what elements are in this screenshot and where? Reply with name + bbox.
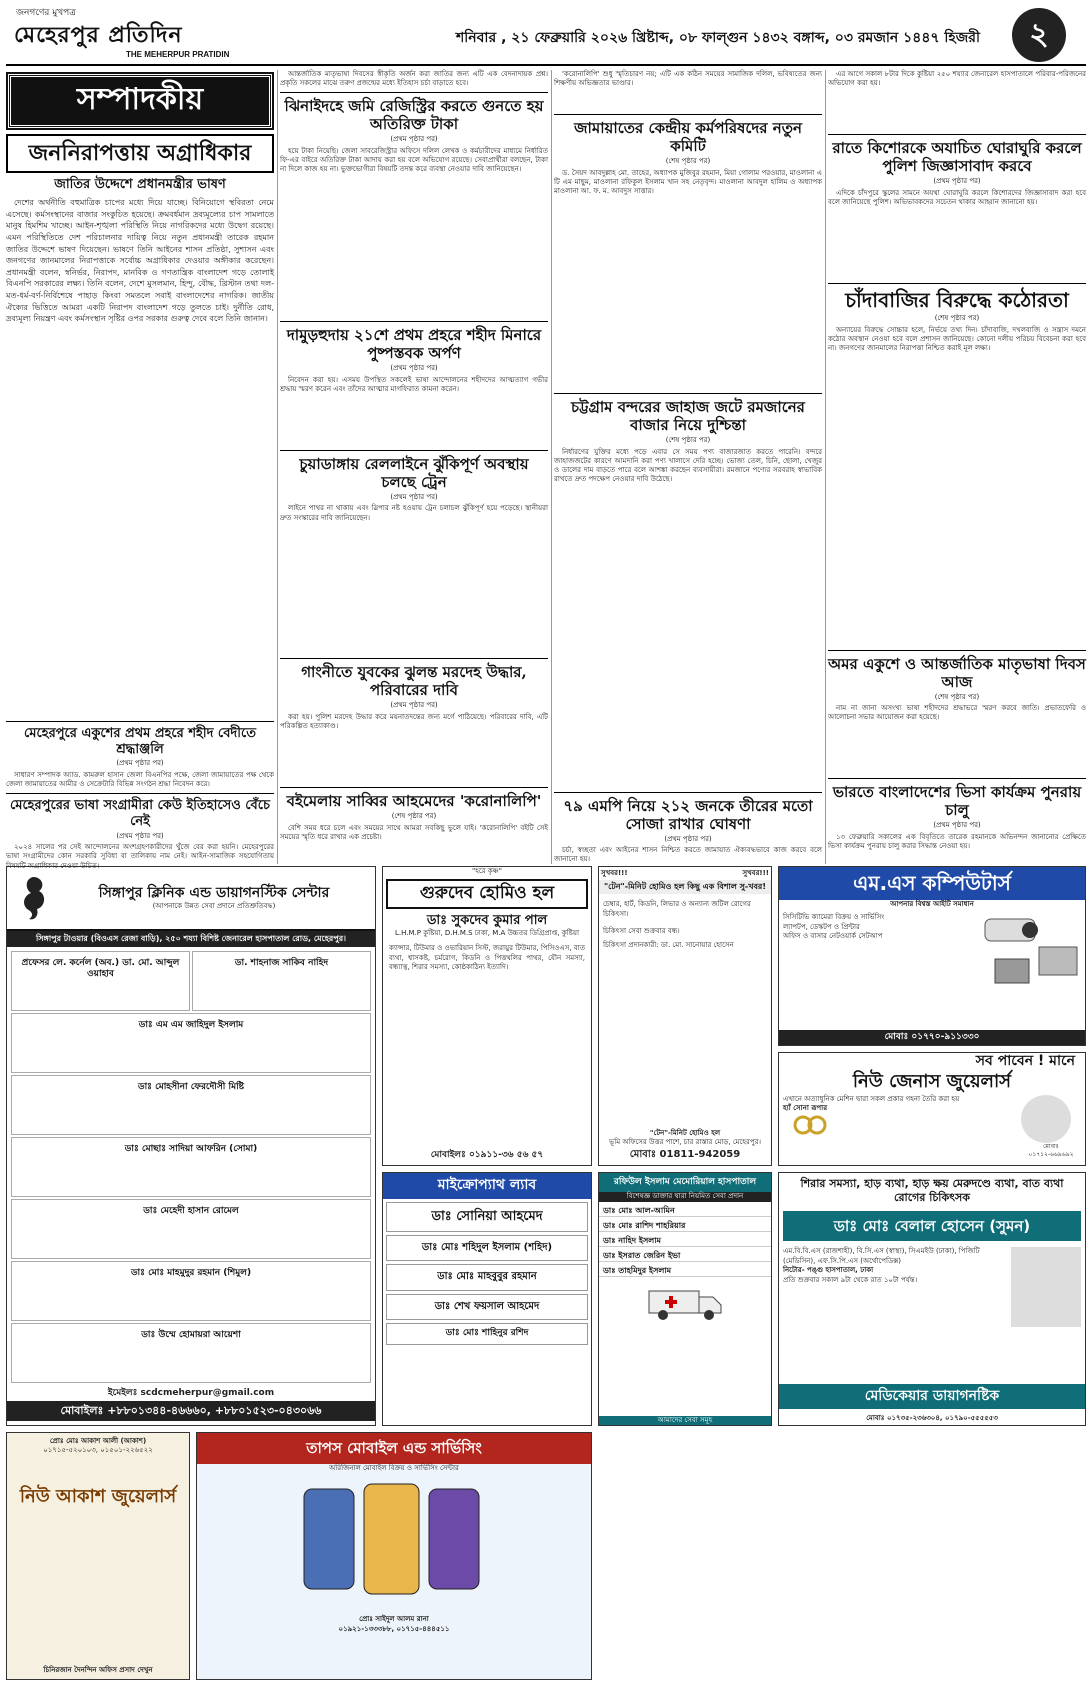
computers-phone: মোবাঃ ০১৭৭০-৯১১৩৩০ bbox=[779, 1030, 1085, 1045]
akash-owner: চিনিরজান দৈনন্দিন অফিস প্রসাদ দেখুন bbox=[43, 1665, 153, 1674]
story-continuation: (শেষ পৃষ্ঠার পর) bbox=[934, 692, 980, 701]
jewellers-line: হ্যাঁ সোনা রূপার bbox=[783, 1104, 828, 1113]
story-headline: বইমেলায় সাব্বির আহমেদের 'করোনালিপি' bbox=[286, 792, 542, 811]
computers-service: অফিস ও বাসার নেটওয়ার্ক সেটআপ bbox=[783, 932, 883, 941]
doctor-card bbox=[11, 1261, 371, 1321]
story-text: অন্যায়ের বিরুদ্ধে সোচ্চার হলে, নির্ভয়ে তথ্য দিন। চাঁদাবাজি, দখলবাজি ও সন্ত্রাস দমনে কঠোর অবস্থান নেওয়া হবে বলে প্রশাসন জানিয়েছে। কোনো দলীয় পরিচয় বিবেচনা করা হবে না। জনগণের জানমালের নিরাপত্তা নিশ্চিত করাই মূল লক্ষ্য। bbox=[828, 325, 1086, 352]
story-headline: রাতে কিশোরকে অযাচিত ঘোরাঘুরি করলে পুলিশ জিজ্ঞাসাবাদ করবে bbox=[832, 139, 1082, 175]
doctor-name: ডাঃ মোছাঃ সাদিয়া আফরিন (সোমা) bbox=[124, 1144, 258, 1154]
specialist-qualification: এম.বি.বি.এস (রাজশাহী), বি.সি.এস (স্বাস্থ্য), সিএমইউ (ঢাকা), পিজিটি (মেডিসিন), এফ.সি.পি.এস (অর্থোপেডিক্স) bbox=[783, 1247, 980, 1265]
story-text: ড. সৈয়দ আবদুল্লাহ মো. তাহের, অধ্যাপক মুজিবুর রহমান, মিয়া গোলাম পরওয়ার, মাওলানা এ টি এম মাছুম, মাওলানা রফিকুল ইসলাম খান সহ নেতৃবৃন্দ। মাওলানা আবদুল হালিম ও অধ্যাপক মাওলানা আ. ফ. ম. আবদুস সাত্তার। bbox=[554, 168, 822, 195]
bulletin-footer-name: "টেন"-মিনিট হোমিও হল bbox=[649, 1128, 721, 1137]
specialist-time: প্রতি শুক্রবার সকাল ৯টা থেকে রাত ১০টা পর্যন্ত। bbox=[783, 1275, 918, 1284]
hospital-ad bbox=[598, 1172, 772, 1426]
computers-service: ল্যাপটপ, ডেস্কটপ ও প্রিন্টার bbox=[783, 922, 860, 931]
micropath-lab-ad bbox=[382, 1172, 592, 1426]
mobile-shop-subtitle: অরিজিনাল মোবাইল বিক্রয় ও সার্ভিসিং সেন্টার bbox=[329, 1463, 459, 1472]
page-number-badge: ২ bbox=[1012, 8, 1066, 62]
smartphones-icon bbox=[294, 1479, 494, 1609]
editorial-subhead: জাতির উদ্দেশে প্রধানমন্ত্রীর ভাষণ bbox=[54, 177, 226, 192]
akash-owner-top: প্রোঃ মোঃ আকাশ আলী (আকাশ) bbox=[49, 1437, 147, 1445]
column-editorial bbox=[6, 70, 274, 870]
news-badge: সুখবর!!! bbox=[601, 869, 628, 877]
jewellers-top: সব পাবেন ! মানে bbox=[975, 1053, 1075, 1069]
story-text: চর্চা, স্বচ্ছতা এবং আইনের শাসন নিশ্চিত করতে জামায়াত ঐক্যবদ্ধভাবে কাজ করবে বলে জানানো হয়। bbox=[554, 846, 822, 864]
story-text: ২০২৪ সালের পর সেই আন্দোলনের অংশগ্রহণকারীদের খুঁজে বের করা হয়নি। মেহেরপুরের ভাষা সংগ্রামীদের কোন সরকারি সুবিধা বা তালিকায় নাম নেই। আইন-সামাজিক সহযোগিতায় বিষয়টি অগ্রাধিকার দেওয়া উচিত। bbox=[6, 843, 274, 870]
jewellers-title: নিউ জেনাস জুয়েলার্স bbox=[852, 1070, 1012, 1092]
homeo-top: "হরে কৃষ্ণ" bbox=[472, 867, 502, 875]
doctor-card bbox=[192, 951, 371, 1011]
homeo-services: ক্যান্সার, টিউমার ও ওভারিয়ান সিস্ট, জরায়ুর টিউমার, পিসিওএস, বাত ব্যথা, শ্বাসকষ্ট, চর্মরোগ, কিডনি ও পিত্তথলির পাথর, যৌন সমস্যা, বন্ধ্যাত্ব, শিরার সমস্যা, কোষ্ঠকাঠিন্য ইত্যাদি। bbox=[389, 944, 585, 972]
clinic-phone: মোবাইলঃ +৮৮০১৩৪৪-৪৬৬৬০, +৮৮০১৫২৩-০৪৩০৬৬ bbox=[7, 1401, 375, 1421]
story-headline: চাঁদাবাজির বিরুদ্ধে কঠোরতা bbox=[845, 287, 1069, 312]
editorial-body bbox=[6, 197, 274, 717]
clinic-ad bbox=[6, 866, 376, 1426]
story-continuation: (শেষ পৃষ্ঠার পর) bbox=[934, 313, 980, 322]
specialist-doctor-ad bbox=[778, 1172, 1086, 1426]
hospital-subtitle: বিশেষজ্ঞ ডাক্তার দ্বারা নিয়মিত সেবা প্রদান bbox=[599, 1192, 771, 1201]
akash-title: নিউ আকাশ জুয়েলার্স bbox=[19, 1485, 177, 1507]
story-continuation: (প্রথম পৃষ্ঠার পর) bbox=[116, 759, 164, 768]
story-text: নিবেদন করা হয়। এসময় উপস্থিত সকলেই ভাষা আন্দোলনের শহীদদের আত্মত্যাগ গভীর শ্রদ্ধায় স্মরণ করেন এবং তাঁদের আত্মার মাগফিরাত কামনা করেন। bbox=[280, 375, 548, 393]
doctor-photo bbox=[1011, 1247, 1081, 1327]
doctor-name: ডাঃ তাহমিদুর ইসলাম bbox=[599, 1266, 771, 1277]
doctor-card bbox=[11, 951, 190, 1011]
jewellers-ad bbox=[778, 1052, 1086, 1166]
bulletin-line: চিকিৎসা সেবা শুক্রবার বন্ধ। bbox=[603, 927, 680, 936]
newspaper-name: মেহেরপুর প্রতিদিন bbox=[14, 22, 183, 48]
news-columns bbox=[6, 70, 1086, 870]
clinic-title: সিঙ্গাপুর ক্লিনিক এন্ড ডায়াগনস্টিক সেন্টার bbox=[98, 884, 330, 901]
editorial-headline: জননিরাপত্তায় অগ্রাধিকার bbox=[6, 134, 274, 174]
editorial-banner: সম্পাদকীয় bbox=[8, 74, 272, 128]
story-continuation: (প্রথম পৃষ্ঠার পর) bbox=[933, 821, 981, 830]
doctor-name: ডাঃ নাহিদ ইসলাম bbox=[599, 1236, 771, 1247]
story-continuation: (প্রথম পৃষ্ঠার পর) bbox=[390, 363, 438, 372]
doctor-name: ডাঃ সোনিয়া আহমেদ bbox=[386, 1202, 588, 1232]
story-text: ১৩ ফেব্রুয়ারি সকালের এক বিবৃতিতে তারেক রহমানকে অভিনন্দন জানানোর প্রেক্ষিতে ভিসা কার্যক্রম পুনরায় চালু করার সিদ্ধান্ত নেওয়া হয়। bbox=[828, 833, 1086, 851]
doctor-name: ডাঃ মোঃ রাশিদ শাহরিয়ার bbox=[599, 1221, 771, 1232]
doctor-card bbox=[11, 1013, 371, 1073]
story-text: নাম না জানা অসংখ্য ভাষা শহীদদের শ্রদ্ধাভরে স্মরণ করবে জাতি। প্রভাতফেরি ও আলোচনা সভার আয়োজন করা হয়েছে। bbox=[828, 704, 1086, 722]
story-text: 'করোনালিপি' শুধু স্মৃতিচারণ নয়; এটি এক কঠিন সময়ের সামাজিক দলিল, ভবিষ্যতের জন্য শিক্ষণীয় অভিজ্ঞতার ভাণ্ডার। bbox=[554, 70, 822, 88]
doctor-card bbox=[11, 1199, 371, 1259]
story-continuation: (প্রথম পৃষ্ঠার পর) bbox=[390, 135, 438, 144]
jewellers-line: এখানে অত্যাধুনিক মেশিন দ্বারা সকল প্রকার গহনা তৈরি করা হয় bbox=[783, 1095, 960, 1103]
bulletin-line: চিকিৎসা প্রদানকারী: ডা. মো. সানোয়ার হোসেন bbox=[603, 940, 734, 949]
story-continuation: (শেষ পৃষ্ঠার পর) bbox=[665, 435, 711, 444]
doctor-name: ডাঃ মোঃ মাহবুবুর রহমান bbox=[386, 1264, 588, 1291]
newspaper-english-name: THE MEHERPUR PRATIDIN bbox=[126, 50, 230, 59]
story-headline: জামায়াতের কেন্দ্রীয় কর্মপরিষদের নতুন কমিটি bbox=[574, 119, 802, 155]
lab-title: মাইক্রোপ্যাথ ল্যাব bbox=[383, 1173, 591, 1199]
bulletin-address: ভূমি অফিসের উত্তর পাশে, চার রাস্তার মোড়, মেহেরপুর। bbox=[608, 1138, 762, 1147]
editorial-text: দেশের অর্থনীতি বহুমাত্রিক চাপের মধ্যে দিয়ে যাচ্ছে। বিনিয়োগে স্থবিরতা নেমে এসেছে। কর্মসংস্থানের বাজার সংকুচিত হয়েছে। ক্রমবর্ধমান দ্রব্যমূল্যের চাপ সামলাতে মানুষ হিমশিম খাচ্ছে। আইন-শৃঙ্খলা পরিস্থিতি নিয়ে নাগরিকদের মধ্যে উদ্বেগ রয়েছে। এমন পরিস্থিতিতে দেশ পরিচালনার দায়িত্ব নিয়ে নতুন প্রধানমন্ত্রী তারেক রহমান জাতির উদ্দেশে ভাষণ দিয়েছেন। ভাষণে তিনি আইনের শাসন প্রতিষ্ঠা, সুশাসন এবং জনগণের জানমালের নিরাপত্তাকে সর্বোচ্চ অগ্রাধিকার দেওয়ার অঙ্গীকার করেছেন। প্রধানমন্ত্রী বলেন, স্বনির্ভর, নিরাপদ, মানবিক ও গণতান্ত্রিক বাংলাদেশ গড়ে তোলাই বিএনপি সরকারের লক্ষ্য। তিনি বলেন, দেশে মুসলমান, হিন্দু, বৌদ্ধ, খ্রিস্টান তথা দল-মত-ধর্ম-বর্ণ-নির্বিশেষে পাহাড় কিংবা সমতলে সবাই বাংলাদেশের নাগরিক। জাতীয় ঐক্যের ভিত্তিতে আমরা একটি নিরাপদ বাংলাদেশ গড়ে তুলতে চাই। দুর্নীতি রোধ, দ্রব্যমূল্য নিয়ন্ত্রণ এবং কর্মসংস্থান সৃষ্টির ওপর সরকার গুরুত্ব দেবে বলে তিনি জানান। bbox=[6, 198, 274, 324]
story-headline: দামুড়হুদায় ২১শে প্রথম প্রহরে শহীদ মিনারে পুষ্পস্তবক অর্পণ bbox=[286, 325, 542, 362]
doctor-name: ডাঃ এম এম জাহিদুল ইসলাম bbox=[138, 1020, 244, 1030]
column-3 bbox=[554, 70, 822, 864]
homeo-doctor: ডাঃ সুকদেব কুমার পাল bbox=[426, 912, 548, 928]
bulletin-phone: মোবাঃ 01811-942059 bbox=[629, 1148, 741, 1160]
doctor-name: ডাঃ মেহেদী হাসান রোমেল bbox=[143, 1206, 239, 1216]
news-badge: সুখবর!!! bbox=[742, 869, 769, 877]
doctor-name: ডাঃ শেখ ফয়সাল আহমেদ bbox=[386, 1294, 588, 1321]
computers-service: সিসিটিভি ক্যামেরা বিক্রয় ও সার্ভিসিং bbox=[783, 913, 885, 922]
story-text: করা হয়। পুলিশ মরদেহ উদ্ধার করে ময়নাতদন্তের জন্য মর্গে পাঠিয়েছে। পরিবারের দাবি, এটি পরিকল্পিত হত্যাকাণ্ড। bbox=[280, 713, 548, 731]
doctor-card bbox=[11, 1323, 371, 1383]
doctor-name: ডাঃ ইসরাত জেরিন ইভা bbox=[599, 1251, 771, 1262]
doctor-card bbox=[11, 1075, 371, 1135]
story-headline: ভারতে বাংলাদেশের ভিসা কার্যক্রম পুনরায় চালু bbox=[832, 783, 1082, 820]
clinic-tagline: (আপনাকে উন্নত সেবা প্রদানে প্রতিশ্রুতিবদ্ধ) bbox=[152, 902, 276, 911]
story-continuation: (প্রথম পৃষ্ঠার পর) bbox=[116, 831, 164, 840]
akash-jewellers-ad bbox=[6, 1432, 190, 1680]
story-text: আন্তর্জাতিক মাতৃভাষা দিবসের স্বীকৃতি অর্জন করা জাতির জন্য এটি এক বেদনাদায়ক প্রশ্ন। প্রকৃতি সকলের মাঝে তরুণ প্রজন্মের মধ্যে ইতিহাস চর্চা বাড়াতে হবে। bbox=[280, 70, 548, 88]
doctor-name: প্রফেসর লে. কর্নেল (অব.) ডা. মো. আব্দুল ওয়াহাব bbox=[21, 958, 180, 980]
specialist-phone: মোবাঃ ০১৭৩৫-২৩৬৩০৪, ০১৭৯০-৫৫৫৫৫৩ bbox=[866, 1413, 998, 1422]
hospital-footer: আমাদের সেবা সমূহ bbox=[599, 1416, 771, 1425]
specialist-doctor-name: ডাঃ মোঃ বেলাল হোসেন (সুমন) bbox=[783, 1211, 1081, 1242]
masthead-logo-block bbox=[6, 6, 306, 64]
doctor-card bbox=[11, 1137, 371, 1197]
doctor-name: ডাঃ মোঃ মাহমুদুর রহমান (শিমুল) bbox=[130, 1268, 252, 1278]
akash-phone: ০১৭১৫-৫২০১০৩, ০১৫০১-২২৬৫২২ bbox=[43, 1446, 153, 1455]
clinic-email: ইমেইলঃ scdcmeherpur@gmail.com bbox=[107, 1388, 275, 1398]
hospital-title: রফিউল ইসলাম মেমোরিয়াল হাসপাতাল bbox=[599, 1173, 771, 1192]
story-headline: চুয়াডাঙ্গায় রেললাইনে ঝুঁকিপূর্ণ অবস্থায় চলছে ট্রেন bbox=[299, 454, 529, 491]
issue-date: শনিবার , ২১ ফেব্রুয়ারি ২০২৬ খ্রিষ্টাব্দ, ০৮ ফাল্গুন ১৪৩২ বঙ্গাব্দ, ০৩ রমজান ১৪৪৭ হিজরী bbox=[456, 30, 980, 46]
bulletin-line: চেম্বার, হার্ট, কিডনি, লিভার ও অন্যান্য জটিল রোগের চিকিৎসা। bbox=[603, 900, 751, 918]
story-text: লাইনে পাথর না থাকায় এবং স্লিপার নষ্ট হওয়ায় ট্রেন চলাচল ঝুঁকিপূর্ণ হয়ে পড়েছে। স্থানীয়রা দ্রুত সংস্কারের দাবি জানিয়েছেন। bbox=[280, 504, 548, 522]
story-text: বেশি সময় ধরে চলে এবং সময়ের সাথে আমরা সবকিছু ভুলে যাই। 'করোনালিপি' বইটি সেই সময়ের স্মৃতি ধরে রাখার এক প্রচেষ্টা। bbox=[280, 823, 548, 842]
story-continuation: (প্রথম পৃষ্ঠার পর) bbox=[390, 701, 438, 710]
cctv-camera-icon bbox=[975, 909, 1085, 999]
story-text: হয়ে টাকা নিয়েছি। জেলা সাবরেজিস্ট্রার অফিসে দলিল লেখক ও কর্মচারীদের মাধ্যমে নির্ধারিত ফি-এর বাইরে অতিরিক্ত টাকা আদায় করা হয় বলে অভিযোগ রয়েছে। সেবাপ্রার্থীরা বলছেন, টাকা না দিলে কাজ হয় না। ভুক্তভোগীরা বিষয়টি তদন্ত করে ব্যবস্থা নেওয়ার দাবি জানিয়েছেন। bbox=[280, 146, 548, 174]
bulletin-title: "টেন"-মিনিট হোমিও হল কিছু এক বিশাল সু-খবর! bbox=[599, 880, 771, 894]
ambulance-icon bbox=[645, 1283, 725, 1323]
story-headline: মেহেরপুরে একুশের প্রথম প্রহরে শহীদ বেদীতে শ্রদ্ধাঞ্জলি bbox=[24, 726, 256, 757]
story-headline: অমর একুশে ও আন্তর্জাতিক মাতৃভাষা দিবস আজ bbox=[828, 654, 1086, 691]
computers-ad bbox=[778, 866, 1086, 1046]
story-text: সাধারণ সম্পাদক অ্যাড. কামরুল হাসান জেলা বিএনপির পক্ষে, জেলা জামায়াতের পক্ষ থেকে জেলা জামায়াতের আমীর ও সেক্রেটারি বিভিন্ন সংগঠন শ্রদ্ধা নিবেদন করে। bbox=[6, 771, 274, 789]
story-headline: চট্টগ্রাম বন্দরের জাহাজ জটে রমজানের বাজার নিয়ে দুশ্চিন্তা bbox=[571, 397, 805, 434]
ten-minute-homeo-ad bbox=[598, 866, 772, 1166]
doctor-name: ডাঃ মোঃ আল-আমিন bbox=[599, 1206, 771, 1217]
masthead-tagline: জনগণের মুখপত্র bbox=[16, 8, 76, 18]
computers-title: এম.এস কম্পিউটার্স bbox=[779, 867, 1085, 900]
mobile-shop-title: তাপস মোবাইল এন্ড সার্ভিসিং bbox=[197, 1433, 591, 1464]
computers-tagline: আপনার বিশ্বস্ত আইটি সমাধান bbox=[890, 900, 974, 908]
homeo-qualification: L.H.M.P কুষ্টিয়া, D.H.M.S ঢাকা, M.A উচ্চতর ডিগ্রিপ্রাপ্ত, কুষ্টিয়া bbox=[395, 928, 579, 937]
advertisement-area bbox=[6, 866, 1086, 1680]
clinic-address: সিঙ্গাপুর টাওয়ার (বিওএস রেজা বাড়ি), ২৫০ শয্যা বিশিষ্ট জেনারেল হাসপাতাল রোড, মেহেরপুর। bbox=[7, 931, 375, 947]
story-headline: মেহেরপুরের ভাষা সংগ্রামীরা কেউ ইতিহাসেও বেঁচে নেই bbox=[9, 798, 271, 829]
doctor-name: ডাঃ মোঃ শাহিনুর রশিদ bbox=[386, 1323, 588, 1344]
doctor-name: ডাঃ উম্মে হোমায়রা আয়েশা bbox=[141, 1330, 241, 1340]
specialist-topline: শিরার সমস্যা, হাড় ব্যথা, হাড় ক্ষয় মেরুদণ্ডে ব্যথা, বাত ব্যথা রোগের চিকিৎসক bbox=[800, 1177, 1064, 1204]
mobile-shop-phone: ০১৯২১-১৩৩৩৮৮, ০১৭১৫-৪৪৪৫১১ bbox=[338, 1624, 450, 1633]
story-headline: গাংনীতে যুবকের ঝুলন্ত মরদেহ উদ্ধার, পরিবারের দাবি bbox=[301, 663, 527, 700]
masthead bbox=[6, 4, 1086, 66]
doctor-name: ডাঃ মোহসীনা ফেরদৌসী মিষ্টি bbox=[137, 1082, 245, 1092]
story-continuation: (শেষ পৃষ্ঠার পর) bbox=[391, 812, 437, 821]
homeo-title: গুরুদেব হোমিও হল bbox=[386, 879, 588, 908]
seahorse-logo-icon bbox=[13, 873, 53, 923]
story-headline: ৭৯ এমপি নিয়ে ২১২ জনকে তীরের মতো সোজা রাখার ঘোষণা bbox=[563, 796, 813, 833]
diagnostic-center-name: মেডিকেয়ার ডায়াগনষ্টিক bbox=[779, 1384, 1085, 1410]
story-text: নির্ধারণের যুক্তির মধ্যে পড়ে এবার সে সময় পণ্য বাজারজাত করতে পারেনি। বন্দরে জাহাজজটের কারণে আমদানি করা পণ্য খালাসে দেরি হচ্ছে। ভোজ্য তেল, চিনি, ছোলা, খেজুর ও ডালের দাম বাড়তে পারে বলে আশঙ্কা করছেন ব্যবসায়ীরা। রমজানে পণ্যের সরবরাহ স্বাভাবিক রাখতে দ্রুত পদক্ষেপ নেওয়ার দাবি উঠেছে। bbox=[554, 447, 822, 483]
story-text: এদিকে চাঁদপুরে স্কুলের সামনে অযথা ঘোরাঘুরি করলে কিশোরদের জিজ্ঞাসাবাদ করা হবে বলে জানিয়েছে পুলিশ। অভিভাবকদের সচেতন থাকার আহ্বান জানানো হয়। bbox=[828, 188, 1086, 206]
story-continuation: (প্রথম পৃষ্ঠার পর) bbox=[664, 834, 712, 843]
story-headline: ঝিনাইদহে জমি রেজিস্ট্রির করতে গুনতে হয় অতিরিক্ত টাকা bbox=[284, 97, 544, 134]
column-4 bbox=[828, 70, 1086, 864]
story-continuation: (শেষ পৃষ্ঠার পর) bbox=[665, 157, 711, 165]
mobile-servicing-ad bbox=[196, 1432, 592, 1680]
jewellers-phone: মোবাঃ ০১৭১২-৬৬৯৬৯২ bbox=[1028, 1143, 1074, 1159]
doctor-name: ডা. শাহনাজ সাকিব নাহিদ bbox=[234, 958, 329, 968]
homeo-phone: মোবাইলঃ ০১৯১১-৩৬ ৫৬ ৫৭ bbox=[430, 1149, 544, 1160]
story-text: এর আগে সকাল ৮টার দিকে কুষ্টিয়া ২৫০ শয্যার জেনারেল হাসপাতালে পরিবার-পরিজনের অভিযোগ করা হয়। bbox=[828, 70, 1086, 88]
column-2 bbox=[280, 70, 548, 864]
specialist-workplace: নিটোর- পঙ্গু হাসপাতাল, ঢাকা bbox=[783, 1266, 874, 1275]
doctor-name: ডাঃ মোঃ শহিদুল ইসলাম (শহিদ) bbox=[386, 1235, 588, 1262]
story-continuation: (প্রথম পৃষ্ঠার পর) bbox=[933, 177, 981, 185]
owner-photo bbox=[1021, 1095, 1071, 1143]
mobile-shop-owner: প্রোঃ সাইদুল আলম রানা bbox=[359, 1615, 429, 1624]
homeo-hall-ad bbox=[382, 866, 592, 1166]
story-continuation: (প্রথম পৃষ্ঠার পর) bbox=[390, 492, 438, 501]
rings-icon bbox=[783, 1114, 843, 1136]
